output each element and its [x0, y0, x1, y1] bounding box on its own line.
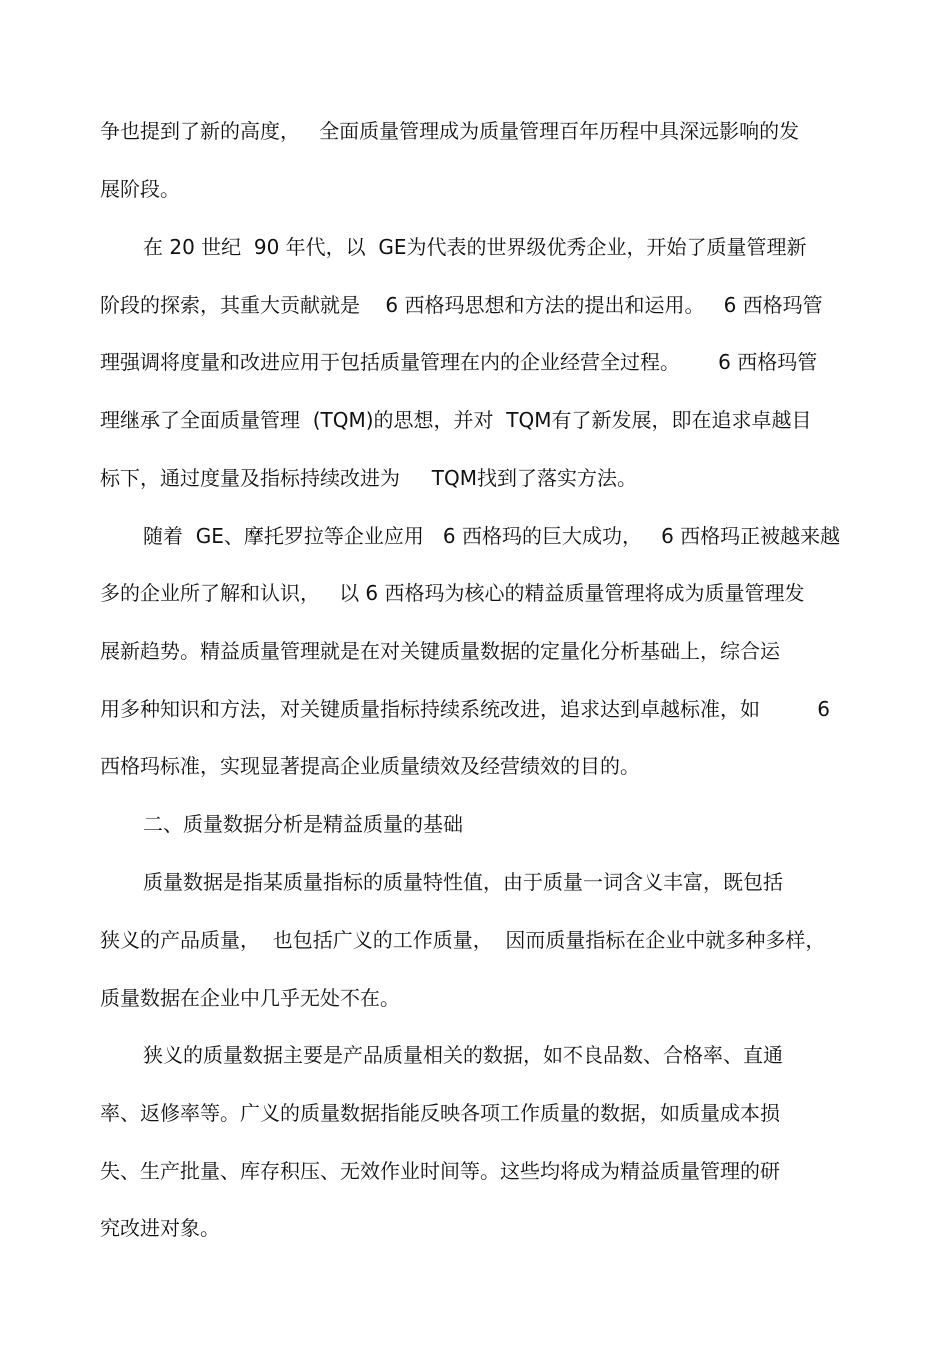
text-line: 展新趋势。精益质量管理就是在对关键质量数据的定量化分析基础上，综合运 [100, 639, 780, 663]
text-line: 争也提到了新的高度， 全面质量管理成为质量管理百年历程中具深远影响的发 [100, 119, 800, 143]
paragraph-first-line: 在 20 世纪 90 年代，以 GE为代表的世界级优秀企业，开始了质量管理新 [143, 235, 807, 259]
text-line: 理继承了全面质量管理 (TQM)的思想，并对 TQM有了新发展，即在追求卓越目 [100, 408, 812, 432]
text-line: 西格玛标准，实现显著提高企业质量绩效及经营绩效的目的。 [100, 754, 640, 778]
text-line: 究改进对象。 [100, 1216, 220, 1240]
paragraph-first-line: 随着 GE、摩托罗拉等企业应用 6 西格玛的巨大成功， 6 西格玛正被越来越 [143, 524, 841, 548]
text-line: 狭义的产品质量， 也包括广义的工作质量， 因而质量指标在企业中就多种多样， [100, 928, 826, 952]
text-line: 失、生产批量、库存积压、无效作业时间等。这些均将成为精益质量管理的研 [100, 1159, 780, 1183]
text-line: 多的企业所了解和认识， 以 6 西格玛为核心的精益质量管理将成为质量管理发 [100, 581, 805, 605]
paragraph-first-line: 质量数据是指某质量指标的质量特性值，由于质量一词含义丰富，既包括 [143, 870, 783, 894]
text-line: 质量数据在企业中几乎无处不在。 [100, 986, 400, 1010]
paragraph-first-line: 狭义的质量数据主要是产品质量相关的数据，如不良品数、合格率、直通 [143, 1043, 783, 1067]
text-line: 用多种知识和方法，对关键质量指标持续系统改进，追求达到卓越标准，如 6 [100, 697, 830, 721]
text-line: 阶段的探索，其重大贡献就是 6 西格玛思想和方法的提出和运用。 6 西格玛管 [100, 293, 823, 317]
text-line: 标下，通过度量及指标持续改进为 TQM找到了落实方法。 [100, 466, 638, 490]
text-line: 展阶段。 [100, 177, 180, 201]
section-heading: 二、质量数据分析是精益质量的基础 [143, 812, 463, 836]
text-line: 理强调将度量和改进应用于包括质量管理在内的企业经营全过程。 6 西格玛管 [100, 350, 818, 374]
text-line: 率、返修率等。广义的质量数据指能反映各项工作质量的数据，如质量成本损 [100, 1101, 780, 1125]
